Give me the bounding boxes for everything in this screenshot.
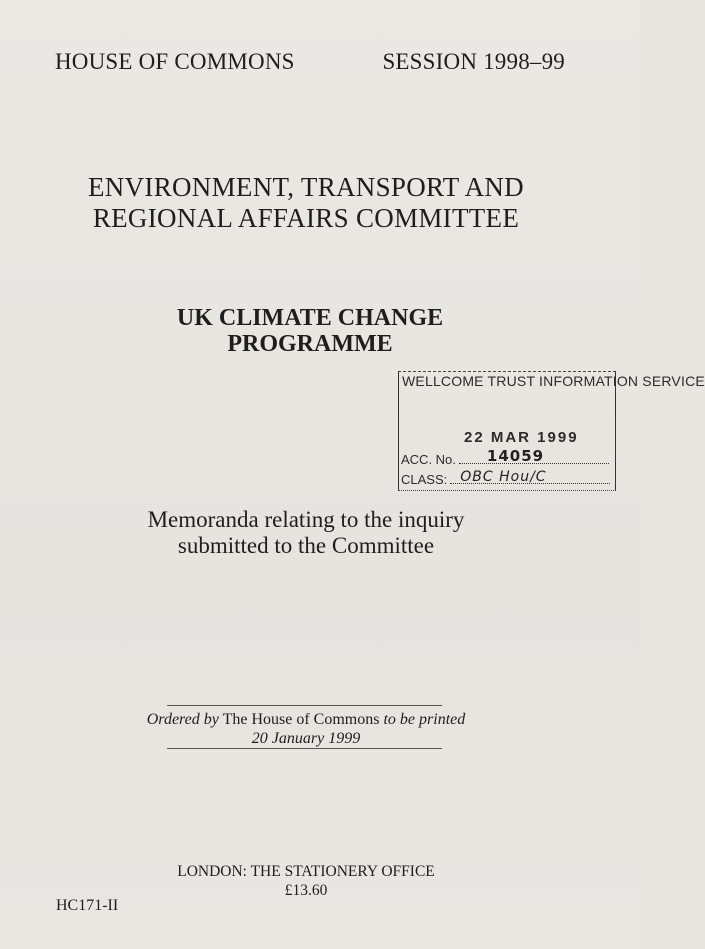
report-subject-line2: PROGRAMME [227,331,393,357]
ordered-statement [0,710,612,748]
publisher-name: LONDON: THE STATIONERY OFFICE [177,863,435,880]
ordered-by: Ordered by [146,711,219,728]
memoranda-line2: submitted to the Committee [177,533,435,558]
stamp-accession-row [401,447,611,467]
stamp-class-label: CLASS: [401,472,448,487]
stamp-border [398,371,399,491]
stamp-border [615,371,616,491]
stamp-organisation: WELLCOME TRUST INFORMATION SERVICE [402,373,705,389]
rule-bottom [167,748,442,749]
house-heading: HOUSE OF COMMONS [55,49,295,74]
price: £13.60 [284,882,328,899]
ordered-action: to be printed [383,711,466,728]
committee-title [0,172,612,234]
committee-title-line1: ENVIRONMENT, TRANSPORT AND [88,172,524,202]
stamp-class-row [401,471,611,487]
committee-title-line2: REGIONAL AFFAIRS COMMITTEE [92,203,520,233]
report-subject-line1: UK CLIMATE CHANGE [176,305,444,331]
stamp-acc-line [459,447,609,465]
ordered-date: 20 January 1999 [251,730,361,747]
stamp-date: 22 MAR 1999 [464,429,579,446]
stamp-class-value: OBC Hou/C [460,469,547,485]
rule-top [167,705,442,706]
stamp-border [398,490,616,492]
ordered-authority: The House of Commons [222,711,380,728]
stamp-acc-label: ACC. No. [401,452,456,467]
memoranda-line1: Memoranda relating to the inquiry [147,507,465,532]
library-stamp [398,367,705,492]
memoranda-title [0,507,612,559]
report-subject [0,305,620,357]
session-heading: SESSION 1998–99 [382,49,565,74]
stamp-class-line [450,471,610,484]
paper-reference: HC171-II [56,897,119,914]
publisher-block [0,862,612,900]
stamp-acc-value: 14059 [486,447,545,465]
